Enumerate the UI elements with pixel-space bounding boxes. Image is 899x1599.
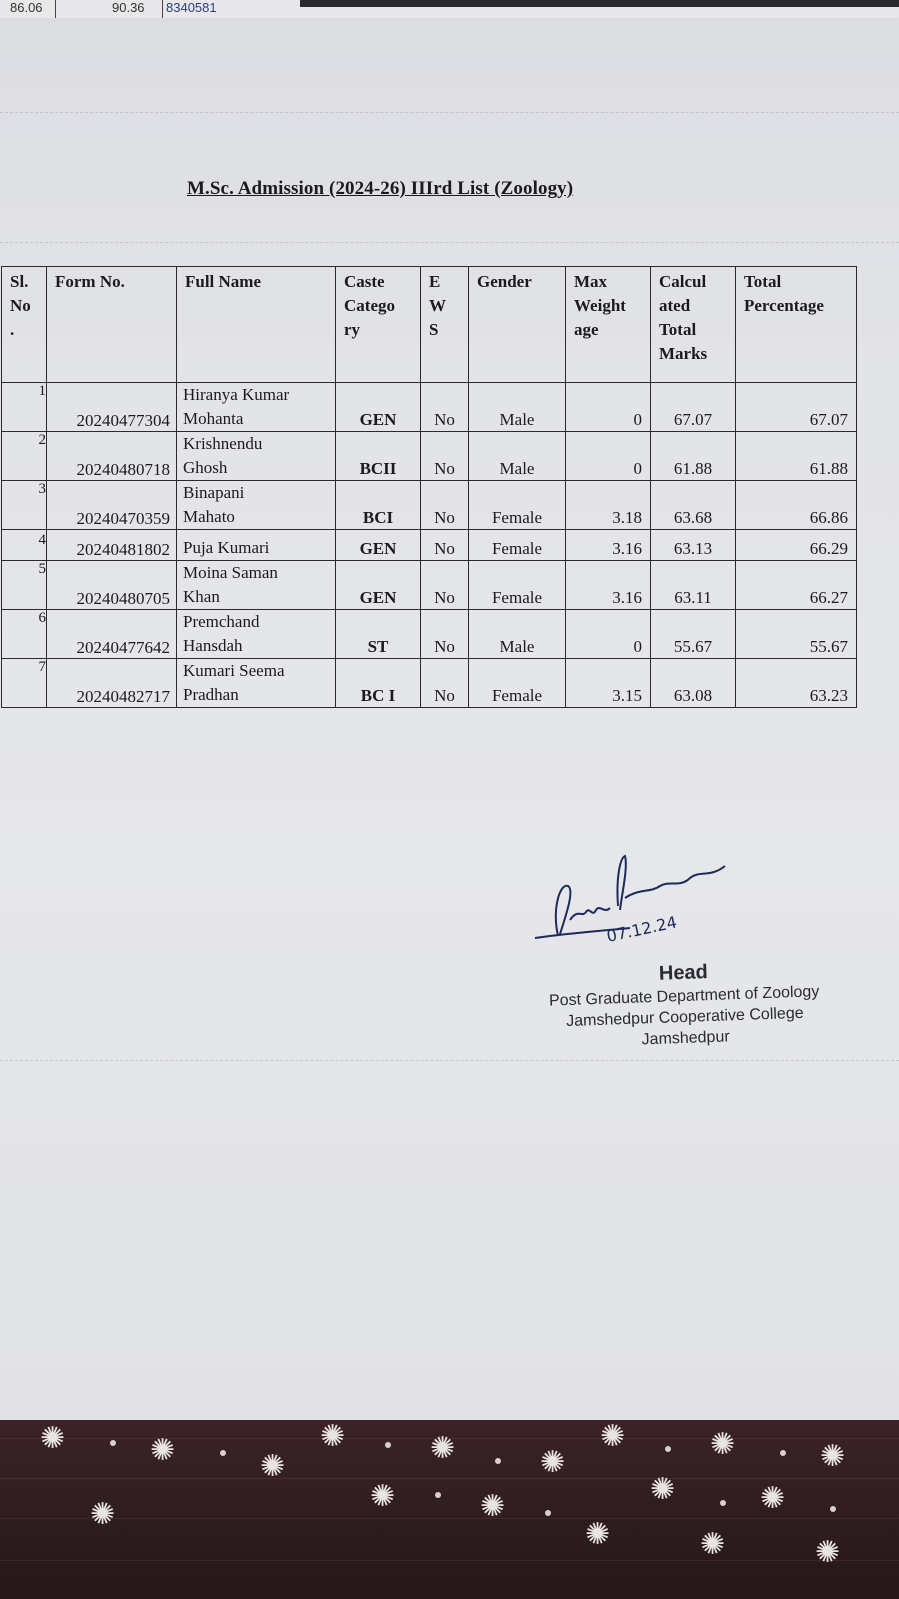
- cell-calculated-marks: 63.68: [651, 481, 736, 530]
- cell-full-name: Moina Saman Khan: [177, 561, 336, 610]
- cell-ews: No: [421, 432, 469, 481]
- cell-caste: ST: [336, 610, 421, 659]
- cell-weightage: 0: [566, 383, 651, 432]
- table-row: [2, 561, 857, 610]
- signatory-city: Jamshedpur: [641, 1028, 730, 1049]
- cell-gender: Male: [469, 383, 566, 432]
- dot-motif-icon: [545, 1510, 551, 1516]
- paper-fold: [0, 1060, 899, 1062]
- header-sl-no: Sl. No .: [2, 267, 47, 383]
- flower-motif-icon: ✺: [700, 1527, 726, 1562]
- signatory-block: [538, 955, 831, 1054]
- cell-sl: 2: [2, 432, 47, 481]
- cell-gender: Female: [469, 659, 566, 708]
- cell-total-percentage: 55.67: [736, 610, 857, 659]
- cell-ews: No: [421, 383, 469, 432]
- dot-motif-icon: [110, 1440, 116, 1446]
- cell-form-no: 20240480705: [47, 561, 177, 610]
- cell-full-name: Binapani Mahato: [177, 481, 336, 530]
- flower-motif-icon: ✺: [760, 1481, 786, 1516]
- cell-form-no: 20240477304: [47, 383, 177, 432]
- cell-calculated-marks: 63.13: [651, 530, 736, 561]
- cell-gender: Female: [469, 530, 566, 561]
- cell-calculated-marks: 63.11: [651, 561, 736, 610]
- dot-motif-icon: [220, 1450, 226, 1456]
- cell-form-no: 20240480718: [47, 432, 177, 481]
- cell-caste: BCII: [336, 432, 421, 481]
- header-form-no: Form No.: [47, 267, 177, 383]
- cell-caste: BC I: [336, 659, 421, 708]
- cell-weightage: 3.16: [566, 561, 651, 610]
- cell-caste: BCI: [336, 481, 421, 530]
- table-row: [2, 530, 857, 561]
- header-max-weightage: Max Weight age: [566, 267, 651, 383]
- header-caste-category: Caste Catego ry: [336, 267, 421, 383]
- cell-sl: 6: [2, 610, 47, 659]
- cell-gender: Female: [469, 561, 566, 610]
- flower-motif-icon: ✺: [650, 1472, 676, 1507]
- signatory-department: Post Graduate Department of Zoology: [548, 983, 820, 1010]
- cell-sl: 3: [2, 481, 47, 530]
- cell-total-percentage: 63.23: [736, 659, 857, 708]
- cell-form-no: 20240481802: [47, 530, 177, 561]
- cell-weightage: 3.15: [566, 659, 651, 708]
- table-row: [2, 432, 857, 481]
- cell-caste: GEN: [336, 530, 421, 561]
- flower-motif-icon: ✺: [815, 1535, 841, 1570]
- flower-motif-icon: ✺: [370, 1479, 396, 1514]
- flower-motif-icon: ✺: [430, 1431, 456, 1466]
- signatory-title: Head: [658, 961, 709, 985]
- cell-ews: No: [421, 530, 469, 561]
- page-title: M.Sc. Admission (2024-26) IIIrd List (Zoology): [187, 178, 574, 199]
- flower-motif-icon: ✺: [260, 1449, 286, 1484]
- cell-calculated-marks: 63.08: [651, 659, 736, 708]
- table-row: [2, 610, 857, 659]
- flower-motif-icon: ✺: [90, 1497, 116, 1532]
- paper-fold: [0, 112, 899, 114]
- dot-motif-icon: [385, 1442, 391, 1448]
- cell-total-percentage: 66.29: [736, 530, 857, 561]
- dark-edge: [300, 0, 899, 7]
- flower-motif-icon: ✺: [820, 1439, 846, 1474]
- cell-calculated-marks: 55.67: [651, 610, 736, 659]
- cell-sl: 1: [2, 383, 47, 432]
- table-header-row: [2, 267, 857, 383]
- flower-motif-icon: ✺: [40, 1421, 66, 1456]
- table-row: [2, 481, 857, 530]
- header-ews: E W S: [421, 267, 469, 383]
- partial-value-right: 8340581: [166, 0, 217, 15]
- signature-date: 07.12.24: [604, 912, 679, 946]
- cell-weightage: 3.16: [566, 530, 651, 561]
- cell-weightage: 0: [566, 432, 651, 481]
- cell-ews: No: [421, 561, 469, 610]
- cell-gender: Female: [469, 481, 566, 530]
- cell-calculated-marks: 61.88: [651, 432, 736, 481]
- dot-motif-icon: [435, 1492, 441, 1498]
- dot-motif-icon: [495, 1458, 501, 1464]
- cell-form-no: 20240470359: [47, 481, 177, 530]
- flower-motif-icon: ✺: [585, 1517, 611, 1552]
- dot-motif-icon: [665, 1446, 671, 1452]
- cell-total-percentage: 66.86: [736, 481, 857, 530]
- cell-full-name: Puja Kumari: [177, 530, 336, 561]
- cell-total-percentage: 61.88: [736, 432, 857, 481]
- cell-total-percentage: 67.07: [736, 383, 857, 432]
- dot-motif-icon: [830, 1506, 836, 1512]
- cell-full-name: Hiranya Kumar Mohanta: [177, 383, 336, 432]
- cell-ews: No: [421, 659, 469, 708]
- table-row: [2, 659, 857, 708]
- cell-full-name: Krishnendu Ghosh: [177, 432, 336, 481]
- cell-ews: No: [421, 481, 469, 530]
- header-calculated-total-marks: Calcul ated Total Marks: [651, 267, 736, 383]
- cell-weightage: 3.18: [566, 481, 651, 530]
- cell-total-percentage: 66.27: [736, 561, 857, 610]
- header-gender: Gender: [469, 267, 566, 383]
- cell-gender: Male: [469, 610, 566, 659]
- flower-motif-icon: ✺: [600, 1420, 626, 1454]
- table-row: [2, 383, 857, 432]
- cell-sl: 5: [2, 561, 47, 610]
- partial-value-mid: 90.36: [112, 0, 163, 18]
- underlying-page-strip: [0, 0, 899, 18]
- flower-motif-icon: ✺: [320, 1420, 346, 1454]
- partial-value-left: 86.06: [10, 0, 56, 18]
- cell-calculated-marks: 67.07: [651, 383, 736, 432]
- paper-fold: [0, 242, 899, 244]
- cell-form-no: 20240477642: [47, 610, 177, 659]
- signatory-college: Jamshedpur Cooperative College: [565, 1004, 804, 1031]
- cell-weightage: 0: [566, 610, 651, 659]
- cell-sl: 4: [2, 530, 47, 561]
- cell-full-name: Kumari Seema Pradhan: [177, 659, 336, 708]
- dot-motif-icon: [780, 1450, 786, 1456]
- flower-motif-icon: ✺: [480, 1489, 506, 1524]
- header-total-percentage: Total Percentage: [736, 267, 857, 383]
- merit-list-table: [1, 266, 857, 708]
- cell-caste: GEN: [336, 383, 421, 432]
- header-full-name: Full Name: [177, 267, 336, 383]
- cell-ews: No: [421, 610, 469, 659]
- flower-motif-icon: ✺: [540, 1445, 566, 1480]
- cell-sl: 7: [2, 659, 47, 708]
- cell-full-name: Premchand Hansdah: [177, 610, 336, 659]
- handwritten-signature: [530, 848, 740, 948]
- flower-motif-icon: ✺: [710, 1427, 736, 1462]
- background-fabric: [0, 1420, 899, 1599]
- dot-motif-icon: [720, 1500, 726, 1506]
- cell-form-no: 20240482717: [47, 659, 177, 708]
- flower-motif-icon: ✺: [150, 1433, 176, 1468]
- cell-caste: GEN: [336, 561, 421, 610]
- cell-gender: Male: [469, 432, 566, 481]
